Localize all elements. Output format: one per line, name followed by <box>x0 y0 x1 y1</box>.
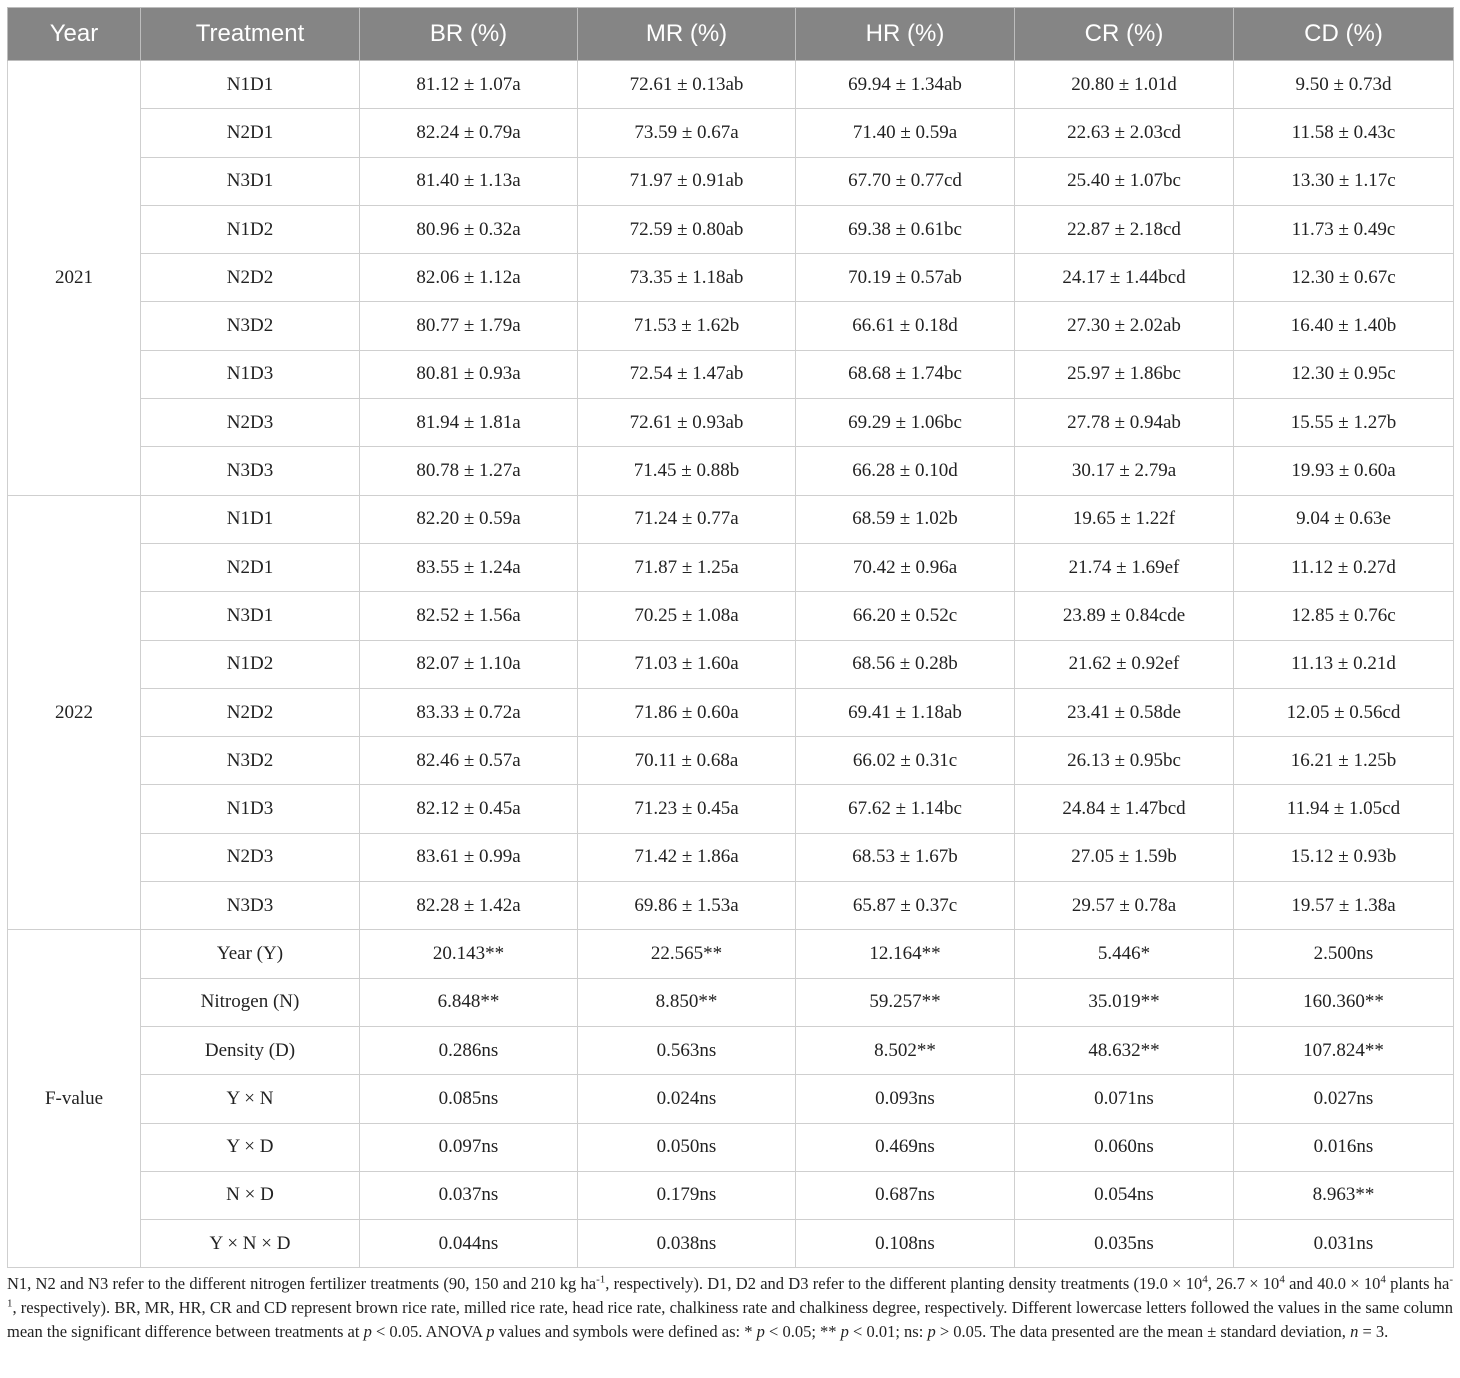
value-cell: 0.097ns <box>360 1123 578 1171</box>
value-cell: 27.05 ± 1.59b <box>1015 833 1234 881</box>
value-cell: 12.30 ± 0.95c <box>1234 350 1454 398</box>
value-cell: 15.55 ± 1.27b <box>1234 399 1454 447</box>
treatment-cell: N1D2 <box>141 640 360 688</box>
treatment-cell: Y × D <box>141 1123 360 1171</box>
value-cell: 82.46 ± 0.57a <box>360 737 578 785</box>
value-cell: 81.94 ± 1.81a <box>360 399 578 447</box>
value-cell: 0.108ns <box>796 1220 1015 1268</box>
value-cell: 11.94 ± 1.05cd <box>1234 785 1454 833</box>
value-cell: 23.41 ± 0.58de <box>1015 688 1234 736</box>
value-cell: 68.59 ± 1.02b <box>796 495 1015 543</box>
value-cell: 9.50 ± 0.73d <box>1234 61 1454 109</box>
value-cell: 19.57 ± 1.38a <box>1234 882 1454 930</box>
value-cell: 12.30 ± 0.67c <box>1234 254 1454 302</box>
value-cell: 2.500ns <box>1234 930 1454 978</box>
value-cell: 0.563ns <box>578 1026 796 1074</box>
value-cell: 66.20 ± 0.52c <box>796 592 1015 640</box>
value-cell: 81.40 ± 1.13a <box>360 157 578 205</box>
value-cell: 82.20 ± 0.59a <box>360 495 578 543</box>
value-cell: 0.031ns <box>1234 1220 1454 1268</box>
value-cell: 82.07 ± 1.10a <box>360 640 578 688</box>
value-cell: 71.23 ± 0.45a <box>578 785 796 833</box>
value-cell: 22.87 ± 2.18cd <box>1015 205 1234 253</box>
value-cell: 16.21 ± 1.25b <box>1234 737 1454 785</box>
value-cell: 0.085ns <box>360 1075 578 1123</box>
value-cell: 71.40 ± 0.59a <box>796 109 1015 157</box>
header-treatment: Treatment <box>141 8 360 61</box>
value-cell: 29.57 ± 0.78a <box>1015 882 1234 930</box>
value-cell: 0.071ns <box>1015 1075 1234 1123</box>
value-cell: 48.632** <box>1015 1026 1234 1074</box>
value-cell: 5.446* <box>1015 930 1234 978</box>
treatment-cell: N1D1 <box>141 61 360 109</box>
value-cell: 59.257** <box>796 978 1015 1026</box>
treatment-cell: N2D1 <box>141 109 360 157</box>
value-cell: 70.42 ± 0.96a <box>796 543 1015 591</box>
value-cell: 80.77 ± 1.79a <box>360 302 578 350</box>
value-cell: 71.45 ± 0.88b <box>578 447 796 495</box>
value-cell: 69.38 ± 0.61bc <box>796 205 1015 253</box>
value-cell: 80.81 ± 0.93a <box>360 350 578 398</box>
value-cell: 72.59 ± 0.80ab <box>578 205 796 253</box>
treatment-cell: N3D2 <box>141 302 360 350</box>
value-cell: 71.24 ± 0.77a <box>578 495 796 543</box>
treatment-cell: N3D1 <box>141 157 360 205</box>
table-footnote <box>7 1272 1453 1344</box>
value-cell: 25.40 ± 1.07bc <box>1015 157 1234 205</box>
table-row <box>8 350 1454 398</box>
header-hr: HR (%) <box>796 8 1015 61</box>
table-row <box>8 592 1454 640</box>
value-cell: 67.70 ± 0.77cd <box>796 157 1015 205</box>
value-cell: 0.038ns <box>578 1220 796 1268</box>
value-cell: 24.84 ± 1.47bcd <box>1015 785 1234 833</box>
value-cell: 11.13 ± 0.21d <box>1234 640 1454 688</box>
value-cell: 22.63 ± 2.03cd <box>1015 109 1234 157</box>
treatment-cell: N2D2 <box>141 688 360 736</box>
value-cell: 0.093ns <box>796 1075 1015 1123</box>
value-cell: 15.12 ± 0.93b <box>1234 833 1454 881</box>
table-row <box>8 1123 1454 1171</box>
value-cell: 71.53 ± 1.62b <box>578 302 796 350</box>
treatment-cell: N1D3 <box>141 785 360 833</box>
value-cell: 66.28 ± 0.10d <box>796 447 1015 495</box>
value-cell: 71.42 ± 1.86a <box>578 833 796 881</box>
table-row <box>8 737 1454 785</box>
table-row <box>8 1171 1454 1219</box>
value-cell: 0.054ns <box>1015 1171 1234 1219</box>
treatment-cell: N3D3 <box>141 882 360 930</box>
value-cell: 21.74 ± 1.69ef <box>1015 543 1234 591</box>
treatment-cell: N1D1 <box>141 495 360 543</box>
value-cell: 73.35 ± 1.18ab <box>578 254 796 302</box>
value-cell: 6.848** <box>360 978 578 1026</box>
value-cell: 82.06 ± 1.12a <box>360 254 578 302</box>
group-label: 2021 <box>8 61 141 496</box>
value-cell: 73.59 ± 0.67a <box>578 109 796 157</box>
treatment-cell: N3D2 <box>141 737 360 785</box>
value-cell: 83.61 ± 0.99a <box>360 833 578 881</box>
header-br: BR (%) <box>360 8 578 61</box>
table-row <box>8 302 1454 350</box>
treatment-cell: Y × N × D <box>141 1220 360 1268</box>
treatment-cell: Nitrogen (N) <box>141 978 360 1026</box>
value-cell: 0.024ns <box>578 1075 796 1123</box>
value-cell: 0.044ns <box>360 1220 578 1268</box>
value-cell: 19.65 ± 1.22f <box>1015 495 1234 543</box>
value-cell: 11.12 ± 0.27d <box>1234 543 1454 591</box>
table-row <box>8 882 1454 930</box>
value-cell: 0.687ns <box>796 1171 1015 1219</box>
group-label: 2022 <box>8 495 141 930</box>
value-cell: 0.016ns <box>1234 1123 1454 1171</box>
value-cell: 67.62 ± 1.14bc <box>796 785 1015 833</box>
value-cell: 82.28 ± 1.42a <box>360 882 578 930</box>
value-cell: 27.30 ± 2.02ab <box>1015 302 1234 350</box>
value-cell: 69.94 ± 1.34ab <box>796 61 1015 109</box>
rice-quality-table <box>7 7 1454 1268</box>
table-row <box>8 640 1454 688</box>
value-cell: 8.850** <box>578 978 796 1026</box>
treatment-cell: N1D3 <box>141 350 360 398</box>
table-body <box>8 61 1454 1268</box>
value-cell: 72.61 ± 0.93ab <box>578 399 796 447</box>
header-year: Year <box>8 8 141 61</box>
table-container <box>7 7 1453 1268</box>
table-row <box>8 978 1454 1026</box>
value-cell: 30.17 ± 2.79a <box>1015 447 1234 495</box>
value-cell: 71.97 ± 0.91ab <box>578 157 796 205</box>
treatment-cell: N2D1 <box>141 543 360 591</box>
value-cell: 0.050ns <box>578 1123 796 1171</box>
value-cell: 70.25 ± 1.08a <box>578 592 796 640</box>
table-row <box>8 157 1454 205</box>
treatment-cell: N × D <box>141 1171 360 1219</box>
value-cell: 20.80 ± 1.01d <box>1015 61 1234 109</box>
table-row <box>8 1026 1454 1074</box>
value-cell: 11.58 ± 0.43c <box>1234 109 1454 157</box>
treatment-cell: Y × N <box>141 1075 360 1123</box>
table-row <box>8 495 1454 543</box>
header-row <box>8 8 1454 61</box>
value-cell: 82.24 ± 0.79a <box>360 109 578 157</box>
value-cell: 65.87 ± 0.37c <box>796 882 1015 930</box>
value-cell: 23.89 ± 0.84cde <box>1015 592 1234 640</box>
value-cell: 12.85 ± 0.76c <box>1234 592 1454 640</box>
value-cell: 66.02 ± 0.31c <box>796 737 1015 785</box>
value-cell: 80.96 ± 0.32a <box>360 205 578 253</box>
value-cell: 82.12 ± 0.45a <box>360 785 578 833</box>
value-cell: 0.469ns <box>796 1123 1015 1171</box>
header-cd: CD (%) <box>1234 8 1454 61</box>
value-cell: 0.035ns <box>1015 1220 1234 1268</box>
value-cell: 16.40 ± 1.40b <box>1234 302 1454 350</box>
value-cell: 0.027ns <box>1234 1075 1454 1123</box>
treatment-cell: N2D2 <box>141 254 360 302</box>
table-row <box>8 254 1454 302</box>
value-cell: 70.11 ± 0.68a <box>578 737 796 785</box>
value-cell: 83.55 ± 1.24a <box>360 543 578 591</box>
value-cell: 80.78 ± 1.27a <box>360 447 578 495</box>
value-cell: 66.61 ± 0.18d <box>796 302 1015 350</box>
value-cell: 24.17 ± 1.44bcd <box>1015 254 1234 302</box>
value-cell: 71.86 ± 0.60a <box>578 688 796 736</box>
value-cell: 9.04 ± 0.63e <box>1234 495 1454 543</box>
value-cell: 82.52 ± 1.56a <box>360 592 578 640</box>
value-cell: 69.86 ± 1.53a <box>578 882 796 930</box>
value-cell: 21.62 ± 0.92ef <box>1015 640 1234 688</box>
table-row <box>8 1220 1454 1268</box>
value-cell: 72.61 ± 0.13ab <box>578 61 796 109</box>
value-cell: 0.037ns <box>360 1171 578 1219</box>
value-cell: 0.060ns <box>1015 1123 1234 1171</box>
treatment-cell: Year (Y) <box>141 930 360 978</box>
table-row <box>8 833 1454 881</box>
treatment-cell: N2D3 <box>141 833 360 881</box>
value-cell: 69.41 ± 1.18ab <box>796 688 1015 736</box>
value-cell: 72.54 ± 1.47ab <box>578 350 796 398</box>
value-cell: 13.30 ± 1.17c <box>1234 157 1454 205</box>
value-cell: 11.73 ± 0.49c <box>1234 205 1454 253</box>
table-row <box>8 543 1454 591</box>
value-cell: 160.360** <box>1234 978 1454 1026</box>
table-row <box>8 1075 1454 1123</box>
value-cell: 20.143** <box>360 930 578 978</box>
table-row <box>8 61 1454 109</box>
value-cell: 71.87 ± 1.25a <box>578 543 796 591</box>
table-row <box>8 447 1454 495</box>
table-row <box>8 688 1454 736</box>
value-cell: 35.019** <box>1015 978 1234 1026</box>
value-cell: 12.164** <box>796 930 1015 978</box>
treatment-cell: N3D1 <box>141 592 360 640</box>
value-cell: 70.19 ± 0.57ab <box>796 254 1015 302</box>
group-label: F-value <box>8 930 141 1268</box>
header-mr: MR (%) <box>578 8 796 61</box>
treatment-cell: Density (D) <box>141 1026 360 1074</box>
table-row <box>8 399 1454 447</box>
treatment-cell: N1D2 <box>141 205 360 253</box>
value-cell: 107.824** <box>1234 1026 1454 1074</box>
value-cell: 71.03 ± 1.60a <box>578 640 796 688</box>
value-cell: 68.56 ± 0.28b <box>796 640 1015 688</box>
value-cell: 69.29 ± 1.06bc <box>796 399 1015 447</box>
table-row <box>8 930 1454 978</box>
value-cell: 22.565** <box>578 930 796 978</box>
value-cell: 8.502** <box>796 1026 1015 1074</box>
value-cell: 26.13 ± 0.95bc <box>1015 737 1234 785</box>
value-cell: 0.286ns <box>360 1026 578 1074</box>
value-cell: 19.93 ± 0.60a <box>1234 447 1454 495</box>
table-row <box>8 785 1454 833</box>
treatment-cell: N2D3 <box>141 399 360 447</box>
value-cell: 12.05 ± 0.56cd <box>1234 688 1454 736</box>
value-cell: 25.97 ± 1.86bc <box>1015 350 1234 398</box>
header-cr: CR (%) <box>1015 8 1234 61</box>
value-cell: 81.12 ± 1.07a <box>360 61 578 109</box>
value-cell: 68.68 ± 1.74bc <box>796 350 1015 398</box>
value-cell: 8.963** <box>1234 1171 1454 1219</box>
footnote-text: N1, N2 and N3 refer to the different nitrogen fertilizer treatments (90, 150 and 210 kg $ha^{-1}$, respectively). D1, D2 and D3 refer to the different planting density treatments ($19.0 \times 10^4$, $26.7 \times 10^4$ and $40.0 \times 10^4$ plants $ha^{-1}$, respectively). BR, MR, HR, CR and CD represent brown rice rate, milled rice rate, head rice rate, chalkiness rate and chalkiness degree, respectively. Different lowercase letters followed the values in the same column mean the significant difference between treatments at p < 0.05. ANOVA p values and symbols were defined as: * p < 0.05; ** p < 0.01; ns: p > 0.05. The data presented are the mean ± standard deviation, n = 3. <box>7 1273 1453 1341</box>
value-cell: 0.179ns <box>578 1171 796 1219</box>
value-cell: 83.33 ± 0.72a <box>360 688 578 736</box>
treatment-cell: N3D3 <box>141 447 360 495</box>
table-row <box>8 109 1454 157</box>
value-cell: 68.53 ± 1.67b <box>796 833 1015 881</box>
value-cell: 27.78 ± 0.94ab <box>1015 399 1234 447</box>
table-row <box>8 205 1454 253</box>
